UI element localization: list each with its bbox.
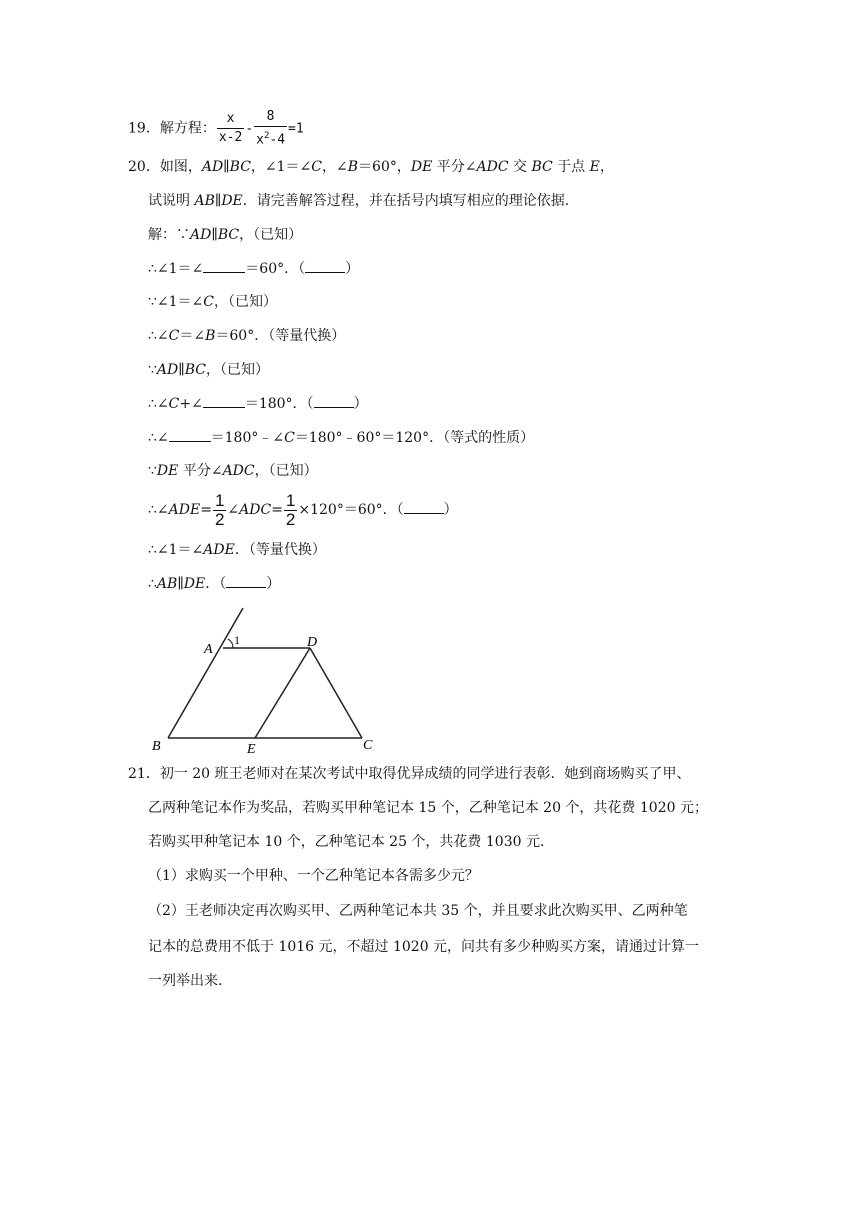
q20-text: ，∠1＝∠ xyxy=(250,159,312,175)
point-label-D: D xyxy=(307,635,318,650)
step-text: +∠ xyxy=(179,396,203,412)
step-text: ∵ xyxy=(148,362,157,378)
q20-var: E xyxy=(589,159,600,175)
q21-part2-line2 xyxy=(148,937,699,957)
q21-text: 乙两种笔记本作为奖品，若购买甲种笔记本 15 个，乙种笔记本 20 个，共花费 1020 元； xyxy=(148,800,708,816)
step-text: = xyxy=(200,502,212,518)
q21-number: 21． xyxy=(128,766,160,782)
step-var: ADE xyxy=(168,502,201,518)
q21-part2-line3 xyxy=(148,971,232,991)
q19-frac2-den-exp: 2 xyxy=(263,131,270,141)
q19-line xyxy=(128,108,304,150)
q21-line2 xyxy=(148,798,708,818)
step-var: AD xyxy=(190,227,212,243)
step-text: ∴ xyxy=(148,576,157,592)
q20-parallel-sign: ∥ xyxy=(223,159,230,175)
q19-frac2-numerator: 8 xyxy=(266,109,275,124)
answer-blank[interactable] xyxy=(203,260,245,273)
q21-part2-text: 一列举出来． xyxy=(148,973,232,989)
q20-text: ＝60°， xyxy=(358,159,411,175)
step-text: ∴∠ xyxy=(148,430,169,446)
step-text: ＝180°．（ xyxy=(244,396,314,412)
step-var: DE xyxy=(183,576,206,592)
q20-var: ADC xyxy=(476,159,509,175)
step-var: B xyxy=(205,328,216,344)
q20-text: 于点 xyxy=(552,159,590,175)
step-var: ADC xyxy=(222,463,255,479)
q20-var: AD xyxy=(201,159,224,175)
step-var: ADE xyxy=(203,542,235,558)
q20-var: BC xyxy=(229,159,251,175)
segment-DC xyxy=(310,648,362,738)
step-text: ，（已知） xyxy=(214,294,277,310)
q20-number: 20． xyxy=(128,159,160,175)
q20-step-8 xyxy=(148,461,318,481)
step-text: ，（已知） xyxy=(254,463,318,479)
step-text: ∥ xyxy=(211,227,218,243)
half-fraction xyxy=(213,492,226,529)
q20-line1 xyxy=(128,157,614,177)
q19-minus: - xyxy=(245,121,254,137)
reason-blank[interactable] xyxy=(226,575,266,588)
geometry-figure xyxy=(140,600,400,760)
answer-blank[interactable] xyxy=(203,395,245,408)
q20-step-6 xyxy=(148,394,368,414)
step-text: ，（已知） xyxy=(239,227,303,243)
q21-part2-text: 记本的总费用不低于 1016 元，不超过 1020 元，问共有多少种购买方案，请通过计算一 xyxy=(148,939,700,955)
q20-line2 xyxy=(148,191,579,211)
step-text: ∵∠1＝∠ xyxy=(148,294,204,310)
q19-number: 19． xyxy=(128,120,160,137)
q19-frac2-den-rest: -4 xyxy=(269,132,286,148)
half-fraction xyxy=(284,492,297,529)
q20-step-11 xyxy=(148,574,280,594)
q20-var: AB xyxy=(194,193,215,209)
q20-step-5 xyxy=(148,360,269,380)
step-var: BC xyxy=(184,362,206,378)
point-label-C: C xyxy=(363,738,373,753)
q21-text: 若购买甲种笔记本 10 个，乙种笔记本 25 个，共花费 1030 元． xyxy=(148,834,554,850)
q19-fraction-2 xyxy=(254,108,287,149)
step-text: 平分∠ xyxy=(178,463,223,479)
step-text: ＝60°．（ xyxy=(245,261,306,277)
step-text: ∴∠ xyxy=(148,396,169,412)
step-text: ∵ xyxy=(148,463,157,479)
step-text: 解：∵ xyxy=(148,227,190,243)
q21-part2-text: （2）王老师决定再次购买甲、乙两种笔记本共 35 个，并且要求此次购买甲、乙两种笔 xyxy=(148,903,688,919)
step-text: ） xyxy=(353,396,368,412)
q20-step-3 xyxy=(148,292,277,312)
step-var: C xyxy=(203,294,214,310)
step-text: ） xyxy=(345,261,360,277)
step-text: ） xyxy=(443,502,458,518)
step-text: = xyxy=(271,502,283,518)
step-text: ∠ xyxy=(227,502,240,518)
step-text: ×120°＝60°．（ xyxy=(298,502,404,518)
step-text: ＝60°．（等量代换） xyxy=(215,328,346,344)
fraction-numerator: 1 xyxy=(285,490,296,510)
q20-text: 平分∠ xyxy=(432,159,477,175)
step-var: C xyxy=(284,430,295,446)
step-var: AB xyxy=(156,576,178,592)
step-text: ∴∠ xyxy=(148,328,169,344)
line-ray-through-A xyxy=(168,608,243,738)
step-text: ．（ xyxy=(205,576,227,592)
step-var: AD xyxy=(156,362,179,378)
reason-blank[interactable] xyxy=(305,260,345,273)
angle-label-1: 1 xyxy=(234,633,240,647)
q21-part1-text: （1）求购买一个甲种、一个乙种笔记本各需多少元？ xyxy=(148,868,479,884)
q20-var: BC xyxy=(531,159,553,175)
q20-var: DE xyxy=(221,193,243,209)
q20-text: 如图， xyxy=(159,159,202,175)
step-var: BC xyxy=(217,227,240,243)
q21-text: 初一 20 班王老师对在某次考试中取得优异成绩的同学进行表彰．她到商场购买了甲、 xyxy=(159,766,691,782)
q20-text: 交 xyxy=(508,159,532,175)
q20-step-2 xyxy=(148,259,359,279)
q19-frac1-denominator: x-2 xyxy=(218,130,243,146)
q20-step-4 xyxy=(148,326,345,346)
fraction-denominator: 2 xyxy=(214,509,225,529)
q20-step-9 xyxy=(148,490,458,530)
q20-text: ，∠ xyxy=(322,159,348,175)
step-text: ∥ xyxy=(178,362,185,378)
step-text: ∴∠ xyxy=(148,502,169,518)
segment-DE xyxy=(255,648,310,738)
point-label-B: B xyxy=(152,739,161,754)
q19-rhs: =1 xyxy=(288,121,304,137)
fraction-numerator: 1 xyxy=(214,490,225,510)
step-text: ．（等量代换） xyxy=(234,542,326,558)
step-text: ＝180°﹣∠ xyxy=(210,430,285,446)
step-text: ∴∠1＝∠ xyxy=(148,542,204,558)
step-text: ∥ xyxy=(177,576,184,592)
q19-prefix: 解方程： xyxy=(159,120,216,137)
q20-text: ．请完善解答过程，并在括号内填写相应的理论依据． xyxy=(242,193,579,209)
q20-var: C xyxy=(311,159,322,175)
step-text: ＝∠ xyxy=(179,328,206,344)
angle-1-arc xyxy=(228,639,233,648)
q20-var: B xyxy=(347,159,359,175)
q21-part2-line1 xyxy=(148,901,688,921)
step-var: C xyxy=(168,396,180,412)
step-var: C xyxy=(168,328,180,344)
q19-frac2-den-base: x xyxy=(256,132,264,148)
q20-text: 试说明 xyxy=(148,193,195,209)
q20-step-1 xyxy=(148,225,302,245)
point-label-E: E xyxy=(247,742,256,757)
q21-line1 xyxy=(128,764,691,784)
q20-step-7 xyxy=(148,428,534,448)
step-text: ，（已知） xyxy=(206,362,269,378)
q21-part1 xyxy=(148,866,479,886)
step-var: DE xyxy=(156,463,179,479)
reason-blank[interactable] xyxy=(314,395,354,408)
q20-text: ， xyxy=(599,159,614,175)
step-text: ） xyxy=(266,576,281,592)
q20-var: DE xyxy=(410,159,433,175)
answer-blank[interactable] xyxy=(169,429,211,442)
reason-blank[interactable] xyxy=(404,501,444,514)
q19-frac2-denominator xyxy=(254,126,287,149)
fraction-denominator: 2 xyxy=(285,509,296,529)
point-label-A: A xyxy=(204,642,213,657)
q20-step-10 xyxy=(148,540,326,560)
q21-line3 xyxy=(148,832,554,852)
step-text: ＝180°﹣60°＝120°．（等式的性质） xyxy=(294,430,535,446)
step-var: ADC xyxy=(239,502,272,518)
q20-parallel-sign: ∥ xyxy=(214,193,222,209)
q19-frac1-numerator: x xyxy=(226,111,235,127)
q19-fraction-1 xyxy=(217,110,244,147)
step-text: ∴∠1＝∠ xyxy=(148,261,204,277)
